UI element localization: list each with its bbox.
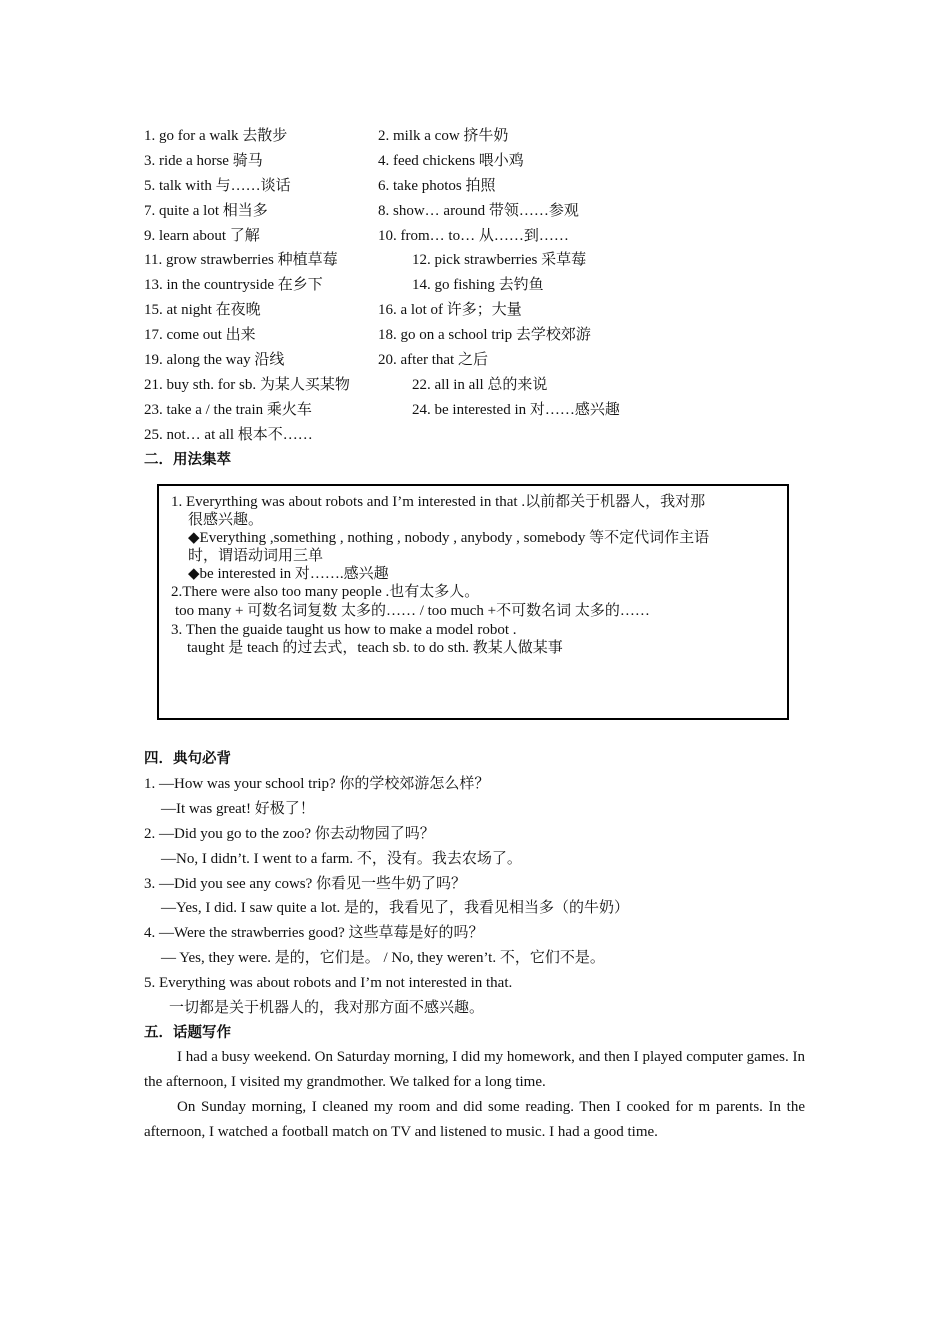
phrase-right: 8. show… around 带领……参观 bbox=[378, 202, 579, 219]
sentence-line: —It was great! 好极了！ bbox=[161, 801, 315, 817]
phrase-left: 15. at night 在夜晚 bbox=[144, 302, 261, 319]
phrase-left: 19. along the way 沿线 bbox=[144, 352, 285, 369]
writing-paragraph: I had a busy weekend. On Saturday morning, I did my homework, and then I played computer games. In the afternoon, I visited my grandmother. We talked for a long time. bbox=[144, 1049, 805, 1090]
phrase-row bbox=[144, 176, 804, 201]
phrase-row bbox=[144, 201, 804, 226]
phrase-left: 9. learn about 了解 bbox=[144, 227, 260, 244]
section-heading-usage: 二．用法集萃 bbox=[144, 451, 231, 468]
sentence-line: 4. —Were the strawberries good? 这些草莓是好的吗？ bbox=[144, 925, 484, 941]
phrase-left: 11. grow strawberries 种植草莓 bbox=[144, 252, 338, 269]
sentence-line: —Yes, I did. I saw quite a lot. 是的，我看见了，我看见相当多（的牛奶） bbox=[161, 900, 630, 916]
sentence-line: 一切都是关于机器人的，我对那方面不感兴趣。 bbox=[169, 1000, 485, 1016]
phrase-left: 17. come out 出来 bbox=[144, 327, 256, 344]
box-line: 1. Everyrthing was about robots and I’m interested in that .以前都关于机器人，我对那 bbox=[171, 494, 706, 510]
phrase-list bbox=[144, 126, 804, 450]
phrase-row bbox=[144, 226, 804, 251]
box-line: 2.There were also too many people .也有太多人。 bbox=[171, 584, 480, 600]
phrase-right: 18. go on a school trip 去学校郊游 bbox=[378, 327, 591, 344]
phrase-right: 4. feed chickens 喂小鸡 bbox=[378, 152, 524, 169]
phrase-left: 21. buy sth. for sb. 为某人买某物 bbox=[144, 376, 350, 393]
box-line: 很感兴趣。 bbox=[188, 512, 264, 528]
phrase-right: 14. go fishing 去钓鱼 bbox=[412, 277, 544, 294]
box-line: too many + 可数名词复数 太多的…… / too much +不可数名词 太多的…… bbox=[175, 603, 650, 619]
phrase-right: 20. after that 之后 bbox=[378, 352, 488, 369]
phrase-row bbox=[144, 300, 804, 325]
sentence-line: — Yes, they were. 是的，它们是。 / No, they weren’t. 不，它们不是。 bbox=[161, 950, 605, 966]
phrase-right: 22. all in all 总的来说 bbox=[412, 376, 548, 393]
phrase-left: 5. talk with 与……谈话 bbox=[144, 177, 291, 194]
writing-paragraph: On Sunday morning, I cleaned my room and did some reading. Then I cooked for m parents. In the afternoon, I watched a football match on TV and listened to music. I had a good time. bbox=[144, 1099, 805, 1140]
phrase-left: 7. quite a lot 相当多 bbox=[144, 202, 268, 219]
phrase-row bbox=[144, 250, 804, 275]
phrase-row bbox=[144, 126, 804, 151]
sentence-line: 1. —How was your school trip? 你的学校郊游怎么样？ bbox=[144, 776, 490, 792]
phrase-left: 3. ride a horse 骑马 bbox=[144, 152, 263, 169]
phrase-row bbox=[144, 425, 804, 450]
phrase-row bbox=[144, 375, 804, 400]
phrase-row bbox=[144, 151, 804, 176]
box-line: ◆Everything ,something , nothing , nobody , anybody , somebody 等不定代词作主语 bbox=[188, 530, 710, 546]
phrase-right: 16. a lot of 许多；大量 bbox=[378, 302, 522, 319]
phrase-left: 25. not… at all 根本不…… bbox=[144, 426, 313, 443]
sentence-line: 2. —Did you go to the zoo? 你去动物园了吗？ bbox=[144, 826, 435, 842]
phrase-right: 2. milk a cow 挤牛奶 bbox=[378, 128, 509, 144]
sentence-line: 5. Everything was about robots and I’m not interested in that. bbox=[144, 975, 513, 991]
section-heading-key-sentences: 四．典句必背 bbox=[144, 750, 231, 767]
section-heading-topic-writing: 五．话题写作 bbox=[144, 1024, 231, 1041]
phrase-right: 6. take photos 拍照 bbox=[378, 177, 496, 194]
sentence-line: 3. —Did you see any cows? 你看见一些牛奶了吗？ bbox=[144, 876, 467, 892]
box-line: ◆be interested in 对…….感兴趣 bbox=[188, 566, 389, 582]
phrase-right: 12. pick strawberries 采草莓 bbox=[412, 252, 587, 269]
phrase-row bbox=[144, 275, 804, 300]
phrase-right: 24. be interested in 对……感兴趣 bbox=[412, 401, 620, 418]
box-line: 时，谓语动词用三单 bbox=[188, 548, 324, 564]
usage-box bbox=[157, 484, 789, 720]
phrase-left: 1. go for a walk 去散步 bbox=[144, 128, 288, 144]
phrase-right: 10. from… to… 从……到…… bbox=[378, 227, 569, 244]
phrase-row bbox=[144, 400, 804, 425]
phrase-row bbox=[144, 350, 804, 375]
box-line: taught 是 teach 的过去式，teach sb. to do sth. 教某人做某事 bbox=[187, 640, 563, 656]
sentence-line: —No, I didn’t. I went to a farm. 不，没有。我去农场了。 bbox=[161, 851, 522, 867]
box-line: 3. Then the guaide taught us how to make a model robot . bbox=[171, 622, 517, 638]
phrase-row bbox=[144, 325, 804, 350]
phrase-left: 13. in the countryside 在乡下 bbox=[144, 277, 323, 294]
phrase-left: 23. take a / the train 乘火车 bbox=[144, 401, 312, 418]
